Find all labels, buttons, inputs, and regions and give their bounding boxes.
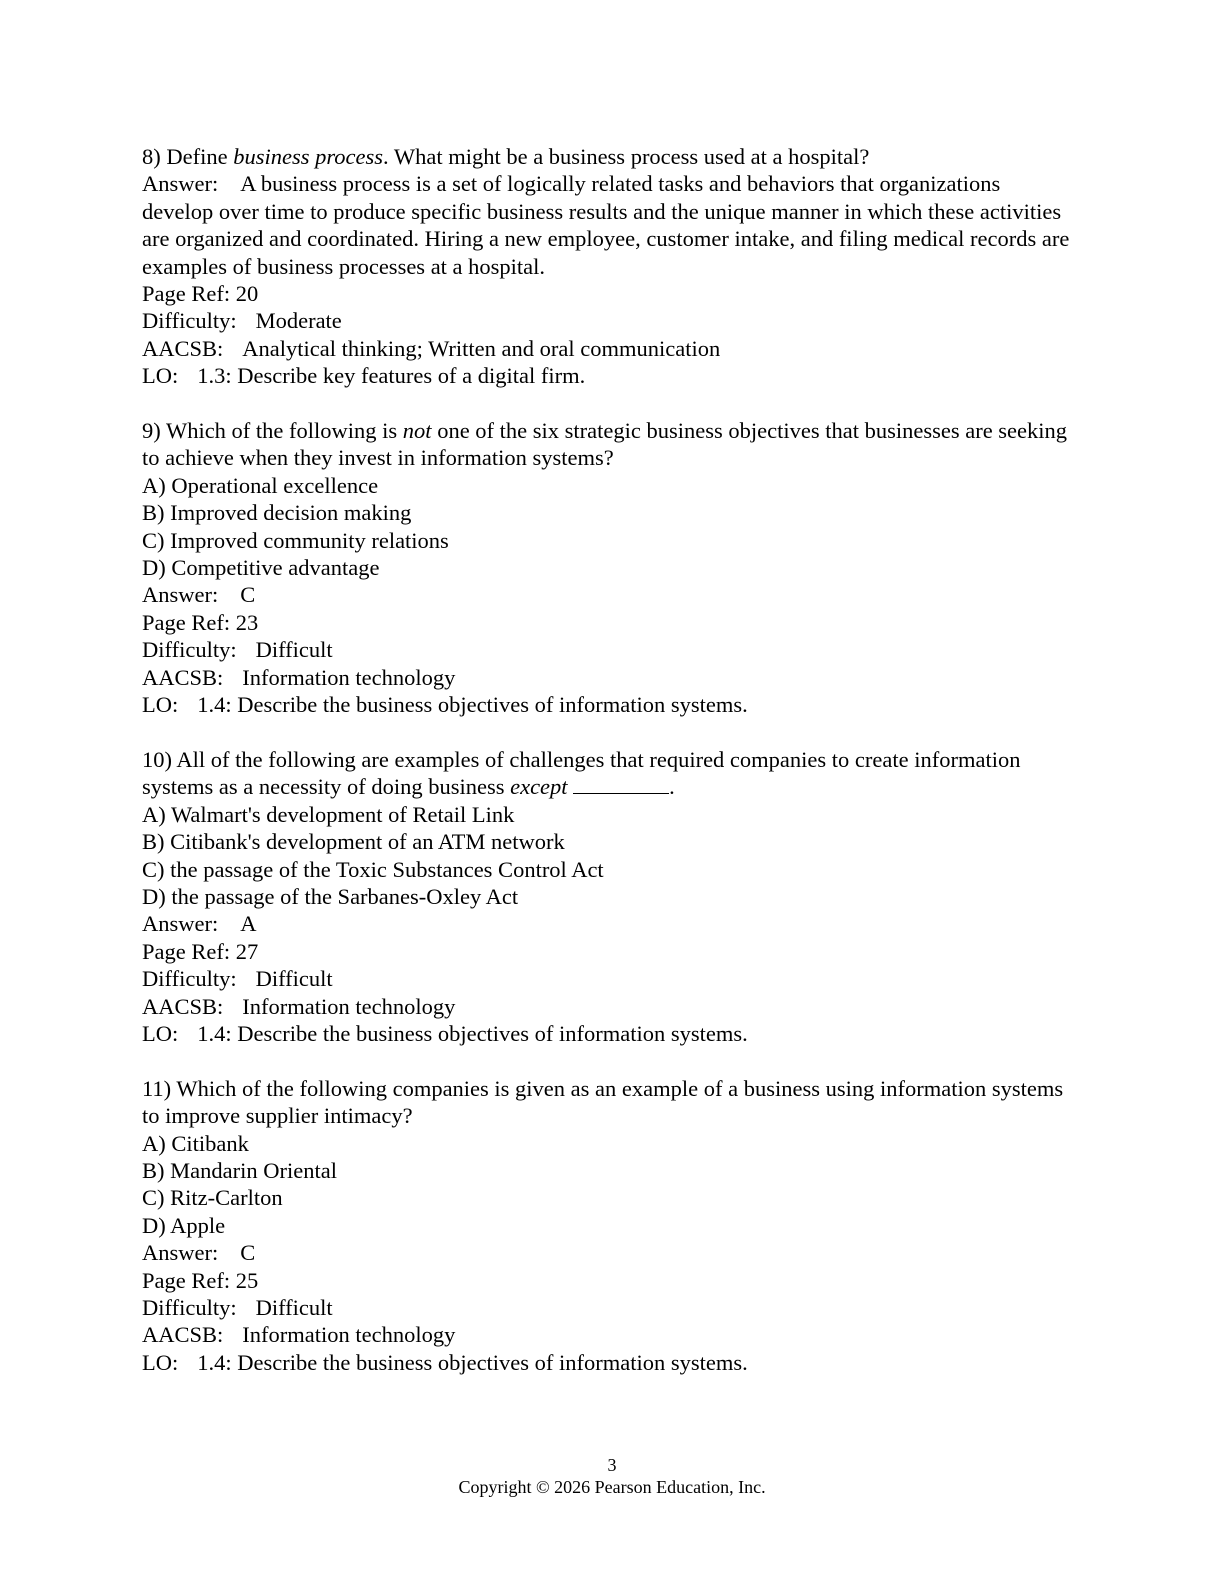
difficulty-line: Difficulty: Difficult (142, 637, 333, 663)
option-c: C) Improved community relations (142, 527, 449, 553)
question-block (142, 746, 1072, 1047)
option-d: D) Apple (142, 1212, 226, 1238)
lo-line: LO: 1.4: Describe the business objectives of information systems. (142, 1020, 748, 1046)
answer-line: Answer: C (142, 582, 256, 608)
option-d: D) Competitive advantage (142, 555, 380, 581)
question-text: 9) Which of the following is not one of the six strategic business objectives that businesses are seeking to achieve when they invest in information systems? (142, 418, 1068, 471)
lo-line: LO: 1.4: Describe the business objectives of information systems. (142, 1349, 748, 1375)
option-c: C) Ritz-Carlton (142, 1185, 283, 1211)
question-text: 10) All of the following are examples of challenges that required companies to create information systems as a necessity of doing business except . (142, 746, 1021, 800)
question-block (142, 143, 1072, 390)
page-ref: Page Ref: 23 (142, 609, 259, 635)
lo-line: LO: 1.4: Describe the business objectives of information systems. (142, 692, 748, 718)
option-b: B) Mandarin Oriental (142, 1157, 337, 1183)
page-ref: Page Ref: 20 (142, 281, 259, 307)
answer-line: Answer: A business process is a set of logically related tasks and behaviors that organizations develop over time to produce specific business results and the unique manner in which these activities are organized and coordinated. Hiring a new employee, customer intake, and filing medical records are examples of business processes at a hospital. (142, 171, 1070, 279)
difficulty-line: Difficulty: Difficult (142, 1295, 333, 1321)
question-text: 8) Define business process. What might be a business process used at a hospital? (142, 144, 870, 169)
page-ref: Page Ref: 27 (142, 938, 259, 964)
document-body (142, 143, 1072, 1404)
answer-line: Answer: A (142, 911, 257, 937)
option-c: C) the passage of the Toxic Substances Control Act (142, 856, 604, 882)
option-b: B) Citibank's development of an ATM network (142, 829, 565, 855)
option-a: A) Citibank (142, 1130, 249, 1156)
page-ref: Page Ref: 25 (142, 1267, 259, 1293)
copyright-notice: Copyright © 2026 Pearson Education, Inc. (458, 1477, 766, 1497)
difficulty-line: Difficulty: Moderate (142, 308, 342, 334)
option-a: A) Walmart's development of Retail Link (142, 801, 515, 827)
aacsb-line: AACSB: Information technology (142, 993, 456, 1019)
option-b: B) Improved decision making (142, 500, 412, 526)
question-block (142, 1075, 1072, 1376)
answer-line: Answer: C (142, 1240, 256, 1266)
aacsb-line: AACSB: Analytical thinking; Written and oral communication (142, 335, 721, 361)
option-a: A) Operational excellence (142, 472, 379, 498)
page-number: 3 (607, 1455, 617, 1475)
answer-blank (573, 775, 669, 794)
lo-line: LO: 1.3: Describe key features of a digital firm. (142, 363, 586, 389)
aacsb-line: AACSB: Information technology (142, 664, 456, 690)
aacsb-line: AACSB: Information technology (142, 1322, 456, 1348)
question-text: 11) Which of the following companies is given as an example of a business using information systems to improve supplier intimacy? (142, 1075, 1064, 1129)
question-block (142, 417, 1072, 718)
difficulty-line: Difficulty: Difficult (142, 966, 333, 992)
option-d: D) the passage of the Sarbanes-Oxley Act (142, 883, 519, 909)
